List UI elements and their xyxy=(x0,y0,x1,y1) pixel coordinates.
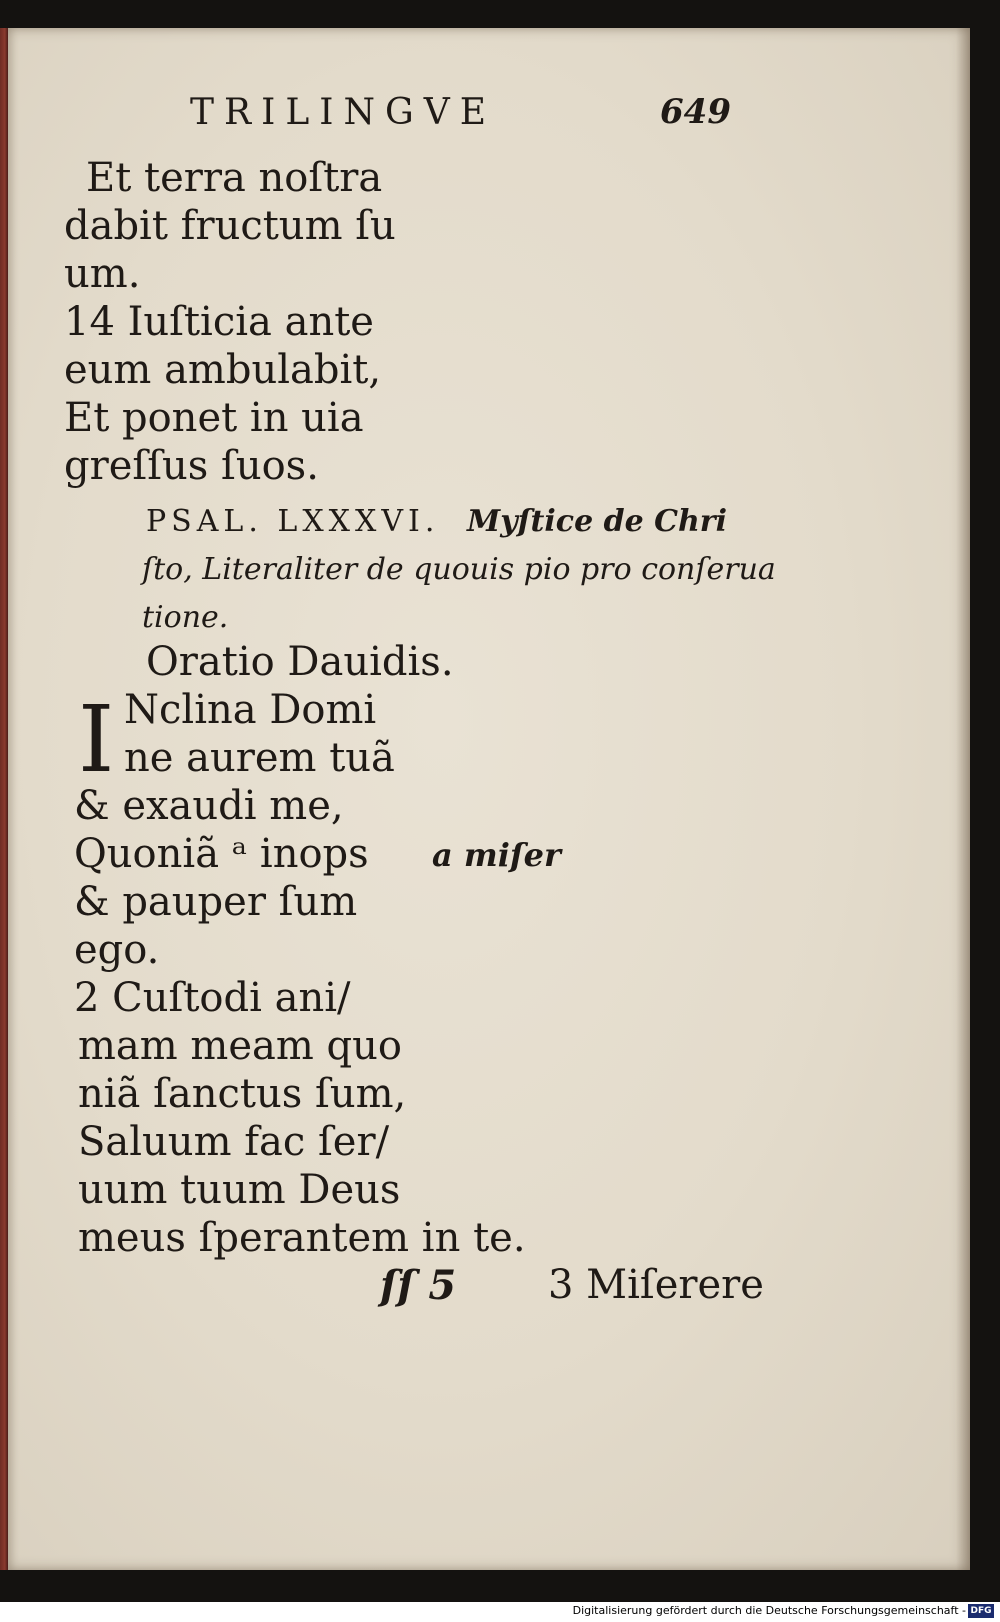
verse-line: 2 Cuſtodi ani/ xyxy=(74,975,351,1021)
verse-line: mam meam quo xyxy=(78,1023,402,1069)
drop-cap: I xyxy=(78,686,115,793)
dfg-logo-icon: DFG xyxy=(968,1604,994,1618)
verse-line: Quoniã ᵃ inops xyxy=(74,831,369,877)
page-number: 649 xyxy=(660,92,731,132)
verse-line: ne aurem tuã xyxy=(124,735,395,781)
page-edge-shadow xyxy=(956,28,970,1570)
psalm-label: PSAL. LXXXVI. xyxy=(146,504,440,539)
psalm-note-line: Myſtice de Chri xyxy=(467,504,727,539)
body-line: greſſus ſuos. xyxy=(64,443,319,489)
catchword: 3 Miſerere xyxy=(548,1262,764,1308)
verse-line: & pauper ſum xyxy=(74,879,358,925)
book-spine xyxy=(0,28,8,1570)
body-line: dabit fructum ſu xyxy=(64,203,396,249)
psalm-note-line: tione. xyxy=(142,600,229,635)
verse-line: Nclina Domi xyxy=(124,687,377,733)
body-line: Et terra noſtra xyxy=(86,155,383,201)
verse-line: ego. xyxy=(74,927,160,973)
verse-line: uum tuum Deus xyxy=(78,1167,401,1213)
digitization-credit: Digitalisierung gefördert durch die Deutsche Forschungsgemeinschaft - xyxy=(572,1604,966,1617)
running-head: TRILINGVE xyxy=(190,92,496,133)
verse-line: & exaudi me, xyxy=(74,783,344,829)
signature-mark: ſſ 5 xyxy=(380,1262,457,1309)
verse-line: niã ſanctus ſum, xyxy=(78,1071,407,1117)
body-line: um. xyxy=(64,251,141,297)
psalm-note-line: ſto, Literaliter de quouis pio pro conſerua xyxy=(142,552,776,587)
margin-note: a miſer xyxy=(432,836,561,874)
psalm-subtitle: Oratio Dauidis. xyxy=(146,639,454,685)
verse-line: Saluum fac ſer/ xyxy=(78,1119,390,1165)
psalm-heading xyxy=(146,498,727,546)
body-line: eum ambulabit, xyxy=(64,347,382,393)
body-line: 14 Iuſticia ante xyxy=(64,299,374,345)
body-line: Et ponet in uia xyxy=(64,395,364,441)
verse-line: meus ſperantem in te. xyxy=(78,1215,526,1261)
